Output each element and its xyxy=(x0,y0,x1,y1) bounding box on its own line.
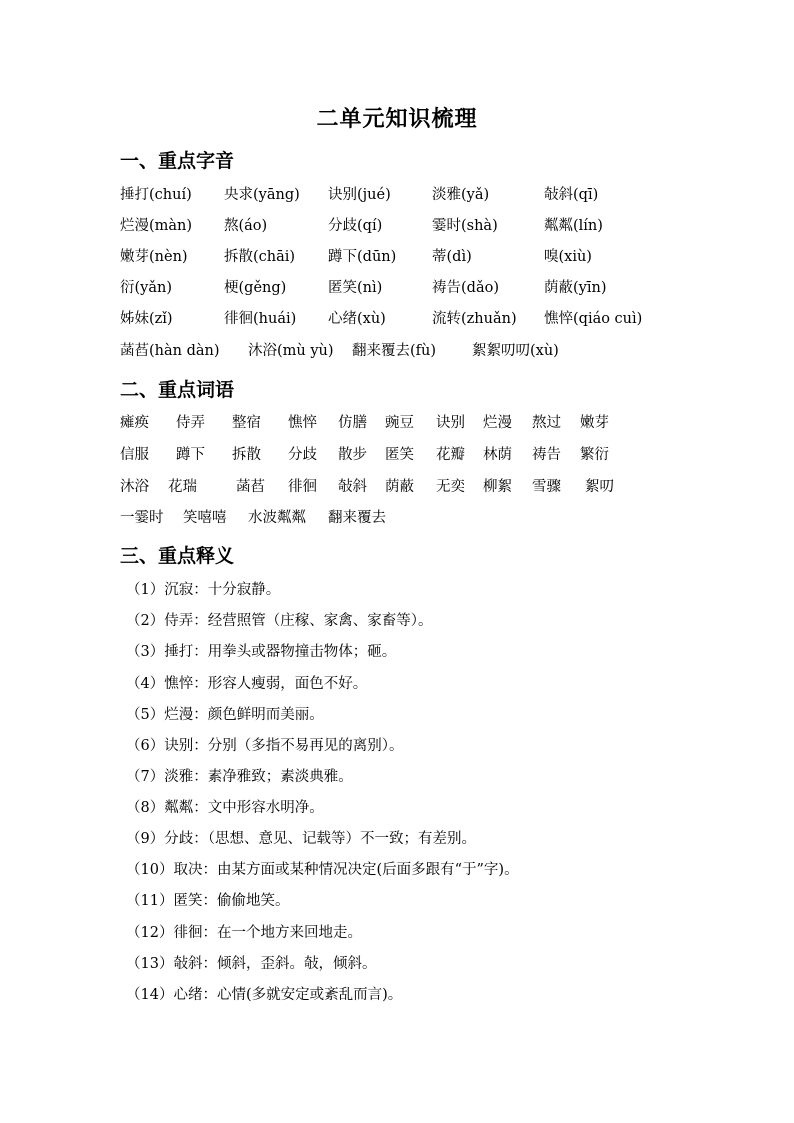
vocabulary-row xyxy=(120,475,740,499)
vocabulary-word: 无奕 xyxy=(436,479,465,495)
vocabulary-word: 憔悴 xyxy=(288,415,317,431)
vocabulary-word: 笑嘻嘻 xyxy=(183,510,227,526)
definition-item: （1）沉寂：十分寂静。 xyxy=(126,582,281,598)
vocabulary-word: 徘徊 xyxy=(288,479,317,495)
vocabulary-row xyxy=(120,411,740,435)
definition-item: （8）粼粼：文中形容水明净。 xyxy=(126,800,324,816)
vocabulary-word: 烂漫 xyxy=(483,415,512,431)
pronunciation-item: 梗(gěng) xyxy=(224,280,287,296)
pronunciation-item: 诀别(jué) xyxy=(328,187,391,203)
vocabulary-word: 仿膳 xyxy=(338,415,367,431)
pronunciation-item: 沐浴(mù yù) xyxy=(248,343,334,359)
vocabulary-word: 絮叨 xyxy=(585,479,614,495)
definition-item: （11）匿笑：偷偷地笑。 xyxy=(126,893,290,909)
pronunciation-item: 心绪(xù) xyxy=(328,311,386,327)
definition-item: （3）捶打：用拳头或器物撞击物体；砸。 xyxy=(126,644,397,660)
vocabulary-word: 水波粼粼 xyxy=(248,510,306,526)
vocabulary-word: 匿笑 xyxy=(385,447,414,463)
pronunciation-item: 蒂(dì) xyxy=(432,249,472,265)
vocabulary-word: 分歧 xyxy=(288,447,317,463)
pronunciation-item: 捶打(chuí) xyxy=(120,187,192,203)
vocabulary-word: 熬过 xyxy=(532,415,561,431)
vocabulary-word: 繁衍 xyxy=(580,447,609,463)
definition-item: （7）淡雅：素净雅致；素淡典雅。 xyxy=(126,769,353,785)
vocabulary-word: 信服 xyxy=(120,447,149,463)
vocabulary-word: 敧斜 xyxy=(338,479,367,495)
pronunciation-row xyxy=(120,214,740,238)
vocabulary-word: 雪骤 xyxy=(532,479,561,495)
pronunciation-item: 徘徊(huái) xyxy=(224,311,297,327)
pronunciation-item: 拆散(chāi) xyxy=(224,249,296,265)
vocabulary-word: 荫蔽 xyxy=(385,479,414,495)
definition-item: （10）取决：由某方面或某种情况决定(后面多跟有“于”字)。 xyxy=(126,862,519,878)
document-title: 二单元知识梳理 xyxy=(316,106,478,132)
section-heading-pronunciation: 一、重点字音 xyxy=(120,150,235,172)
vocabulary-word: 诀别 xyxy=(436,415,465,431)
pronunciation-item: 烂漫(màn) xyxy=(120,218,193,234)
vocabulary-word: 侍弄 xyxy=(176,415,205,431)
definition-item: （12）徘徊：在一个地方来回地走。 xyxy=(126,925,362,941)
vocabulary-word: 花瓣 xyxy=(436,447,465,463)
vocabulary-word: 沐浴 xyxy=(120,479,149,495)
section-heading-vocabulary: 二、重点词语 xyxy=(120,379,235,401)
definition-item: （4）憔悴：形容人瘦弱，面色不好。 xyxy=(126,676,368,692)
pronunciation-row xyxy=(120,245,740,269)
vocabulary-word: 瘫痪 xyxy=(120,415,149,431)
vocabulary-row xyxy=(120,443,740,467)
definition-item: （14）心绪：心情(多就安定或紊乱而言)。 xyxy=(126,987,403,1003)
pronunciation-item: 流转(zhuǎn) xyxy=(432,311,517,327)
pronunciation-item: 淡雅(yǎ) xyxy=(432,187,490,203)
pronunciation-item: 荫蔽(yīn) xyxy=(544,280,607,296)
pronunciation-item: 粼粼(lín) xyxy=(544,218,603,234)
pronunciation-row xyxy=(120,307,740,331)
vocabulary-word: 花瑞 xyxy=(168,479,197,495)
vocabulary-word: 一霎时 xyxy=(120,510,164,526)
pronunciation-item: 絮絮叨叨(xù) xyxy=(472,343,559,359)
section-heading-definitions: 三、重点释义 xyxy=(120,545,235,567)
pronunciation-row xyxy=(120,276,740,300)
definition-item: （9）分歧：（思想、意见、记载等）不一致；有差别。 xyxy=(126,831,476,847)
pronunciation-item: 敧斜(qī) xyxy=(544,187,599,203)
definition-item: （5）烂漫：颜色鲜明而美丽。 xyxy=(126,707,324,723)
vocabulary-word: 林荫 xyxy=(483,447,512,463)
pronunciation-item: 蹲下(dūn) xyxy=(328,249,397,265)
pronunciation-item: 姊妹(zǐ) xyxy=(120,311,173,327)
pronunciation-row xyxy=(120,339,740,363)
pronunciation-item: 霎时(shà) xyxy=(432,218,498,234)
pronunciation-item: 匿笑(nì) xyxy=(328,280,383,296)
pronunciation-row xyxy=(120,183,740,207)
pronunciation-item: 憔悴(qiáo cuì) xyxy=(544,311,643,327)
vocabulary-word: 豌豆 xyxy=(385,415,414,431)
pronunciation-item: 熬(áo) xyxy=(224,218,268,234)
pronunciation-item: 央求(yāng) xyxy=(224,187,300,203)
vocabulary-word: 拆散 xyxy=(232,447,261,463)
vocabulary-word: 翻来覆去 xyxy=(328,510,386,526)
pronunciation-item: 翻来覆去(fù) xyxy=(352,343,437,359)
definition-item: （13）敧斜：倾斜，歪斜。敧，倾斜。 xyxy=(126,956,377,972)
vocabulary-word: 散步 xyxy=(338,447,367,463)
vocabulary-word: 祷告 xyxy=(532,447,561,463)
pronunciation-item: 祷告(dǎo) xyxy=(432,280,499,296)
definition-item: （2）侍弄：经营照管（庄稼、家禽、家畜等）。 xyxy=(126,613,433,629)
vocabulary-word: 整宿 xyxy=(232,415,261,431)
pronunciation-item: 菡萏(hàn dàn) xyxy=(120,343,220,359)
pronunciation-item: 嗅(xiù) xyxy=(544,249,592,265)
pronunciation-item: 嫩芽(nèn) xyxy=(120,249,188,265)
pronunciation-item: 分歧(qí) xyxy=(328,218,383,234)
vocabulary-word: 菡萏 xyxy=(236,479,265,495)
pronunciation-item: 衍(yǎn) xyxy=(120,280,172,296)
vocabulary-word: 柳絮 xyxy=(483,479,512,495)
vocabulary-row xyxy=(120,506,740,530)
vocabulary-word: 蹲下 xyxy=(176,447,205,463)
vocabulary-word: 嫩芽 xyxy=(580,415,609,431)
definition-item: （6）诀别：分别（多指不易再见的离别）。 xyxy=(126,738,404,754)
